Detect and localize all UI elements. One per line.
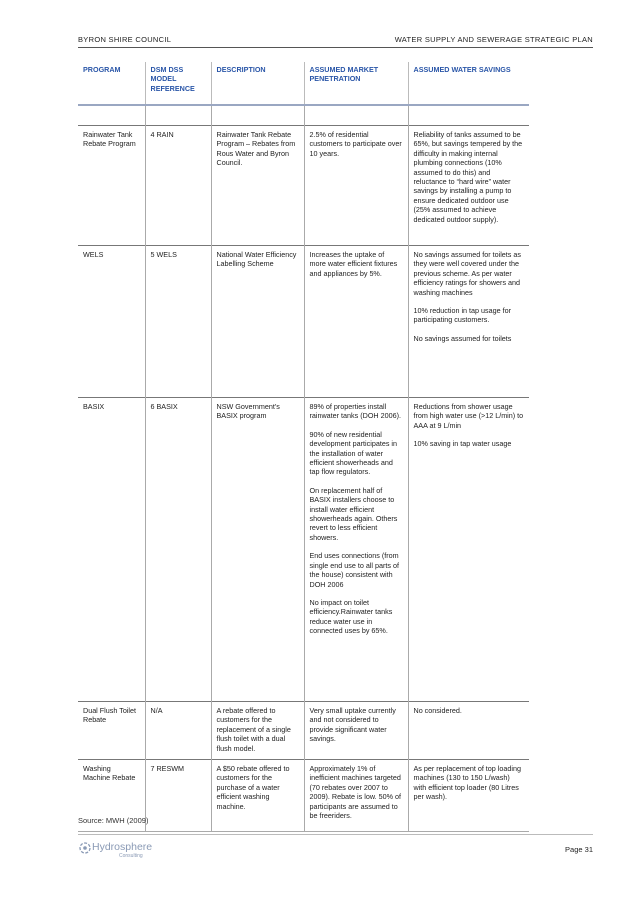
table-row <box>78 398 529 702</box>
cell-penetration: Very small uptake currently and not considered to provide significant water savings. <box>304 702 408 760</box>
logo-wordmark: Hydrosphere <box>92 841 153 853</box>
cell-description: NSW Government’s BASIX program <box>211 398 304 702</box>
cell-description: National Water Efficiency Labelling Scheme <box>211 246 304 398</box>
cell-description: A $50 rebate offered to customers for the purchase of a water efficient washing machine. <box>211 760 304 832</box>
cell-reference: 7 RESWM <box>145 760 211 832</box>
cell-program: Rainwater Tank Rebate Program <box>78 126 145 246</box>
column-header-savings: ASSUMED WATER SAVINGS <box>408 62 529 105</box>
column-header-description: DESCRIPTION <box>211 62 304 105</box>
table-source-note: Source: MWH (2009) <box>78 816 149 825</box>
cell-savings: No considered. <box>408 702 529 760</box>
column-header-penetration: ASSUMED MARKET PENETRATION <box>304 62 408 105</box>
cell-program: Dual Flush Toilet Rebate <box>78 702 145 760</box>
page-number: Page 31 <box>565 845 593 854</box>
header-document-title: WATER SUPPLY AND SEWERAGE STRATEGIC PLAN <box>394 35 593 44</box>
dsm-programs-table <box>78 62 529 832</box>
cell-reference: 5 WELS <box>145 246 211 398</box>
header-organisation: BYRON SHIRE COUNCIL <box>78 35 172 44</box>
cell-program: WELS <box>78 246 145 398</box>
cell-savings: Reductions from shower usage from high water use (>12 L/min) to AAA at 9 L/min 10% saving in tap water usage <box>408 398 529 702</box>
table-row <box>78 702 529 760</box>
table-row <box>78 126 529 246</box>
page-header <box>78 35 593 47</box>
cell-program: Washing Machine Rebate <box>78 760 145 832</box>
cell-description: A rebate offered to customers for the replacement of a single flush toilet with a dual flush model. <box>211 702 304 760</box>
cell-reference: N/A <box>145 702 211 760</box>
cell-description: Rainwater Tank Rebate Program – Rebates from Rous Water and Byron Council. <box>211 126 304 246</box>
cell-penetration: Increases the uptake of more water efficient fixtures and appliances by 5%. <box>304 246 408 398</box>
logo-subtitle: Consulting <box>119 853 143 859</box>
cell-penetration: Approximately 1% of inefficient machines targeted (70 rebates over 2007 to 2009). Rebate is low. 50% of participants are assumed to be freeriders. <box>304 760 408 832</box>
hydrosphere-logo <box>78 839 198 861</box>
cell-penetration: 2.5% of residential customers to participate over 10 years. <box>304 126 408 246</box>
column-header-program: PROGRAM <box>78 62 145 105</box>
cell-program: BASIX <box>78 398 145 702</box>
table-header-row <box>78 62 529 105</box>
footer-divider <box>78 834 593 835</box>
cell-savings: As per replacement of top loading machines (130 to 150 L/wash) with efficient top loader (80 Litres per wash). <box>408 760 529 832</box>
cell-savings: Reliability of tanks assumed to be 65%, but savings tempered by the difficulty in making internal plumbing connections (10% assumed to do this) and reluctance to “hard wire” water savings by installing a pump to ensure dedicated outdoor use (25% assumed to achieve dedicated outdoor supply). <box>408 126 529 246</box>
cell-reference: 4 RAIN <box>145 126 211 246</box>
column-header-reference: DSM DSS MODEL REFERENCE <box>145 62 211 105</box>
droplet-swirl-icon <box>78 841 92 855</box>
cell-savings: No savings assumed for toilets as they were well covered under the previous scheme. As per water efficiency ratings for showers and washing machines 10% reduction in tap usage for participating customers. No savings assumed for toilets <box>408 246 529 398</box>
table-row <box>78 246 529 398</box>
cell-penetration: 89% of properties install rainwater tanks (DOH 2006). 90% of new residential development participates in the installation of water efficient showerheads and tap flow regulators. On replacement half of BASIX installers choose to install water efficient showerheads again. Others revert to less efficient showers. End uses connections (from single end use to all parts of the house) consistent with DOH 2006 No impact on toilet efficiency.Rainwater tanks reduce water use in connected uses by 65%. <box>304 398 408 702</box>
header-divider <box>78 47 593 48</box>
cell-reference: 6 BASIX <box>145 398 211 702</box>
